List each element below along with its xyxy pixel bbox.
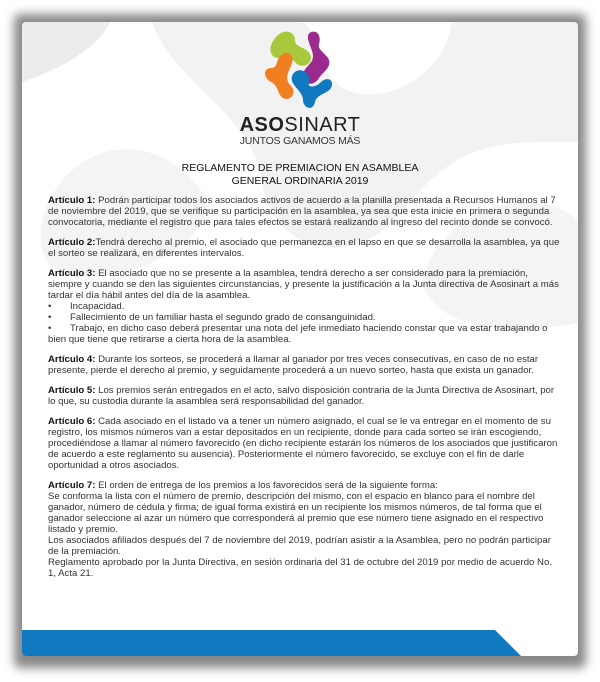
article-text (48, 237, 562, 259)
article-label: Artículo 4: (48, 354, 96, 365)
article-text (48, 385, 562, 407)
bullet-text: Incapacidad. (70, 301, 125, 312)
article-line: Se conforma la lista con el número de premio, descripción del mismo, con el espacio en blanco para el nombre del ganador, número de cédula y firma; de igual forma existirá en un recipiente los mismos números, de tal forma que el ganador seleccione al azar un número que corresponderá al premio que ese número tiene asignado en el respectivo listado y premio. (48, 491, 544, 535)
article-content: Durante los sorteos, se procederá a llamar al ganador por tres veces consecutivas, en caso de no estar presente, pierde el derecho al premio, y seguidamente procederá a un nuevo sorteo, hasta que exista un ganador. (48, 354, 539, 376)
bullet-item (48, 301, 562, 312)
article-text (48, 480, 562, 491)
brand-name-bold: ASO (239, 114, 285, 136)
article-label: Artículo 6: (48, 416, 96, 427)
bullet-item (48, 323, 562, 345)
document-title (22, 162, 578, 187)
footer-band (22, 630, 578, 656)
asosinart-logo (255, 28, 345, 114)
article-content: El orden de entrega de los premios a los favorecidos será de la siguiente forma: (95, 480, 438, 491)
article-1 (48, 195, 562, 228)
article-line: Reglamento aprobado por la Junta Directiva, en sesión ordinaria del 31 de octubre del 2019 por medio de acuerdo No. 1, Acta 21. (48, 557, 552, 579)
bullet-icon: • (48, 323, 52, 334)
title-line-1: REGLAMENTO DE PREMIACION EN ASAMBLEA (181, 162, 419, 174)
article-label: Artículo 2: (48, 237, 96, 248)
document-body (48, 195, 562, 588)
article-2 (48, 237, 562, 259)
brand-tagline: JUNTOS GANAMOS MÁS (239, 135, 361, 147)
article-3 (48, 268, 562, 345)
title-line-2: GENERAL ORDINARIA 2019 (231, 174, 369, 187)
article-text (48, 268, 562, 301)
article-content: Cada asociado en el listado va a tener un número asignado, el cual se le va entregar en el momento de su registro, los mismos números van a estar depositados en un recipiente, donde para cada sorteo se irán escogiendo, procediéndose a llamar al número favorecido (en dicho recipiente estarán los números de los asociados que justificaron de acuerdo a este reglamento su ausencia). Posteriormente el número favorecido, se excluye con el fin de darle oportunidad a otros asociados. (48, 416, 558, 471)
article-label: Artículo 3: (48, 268, 96, 279)
bullet-text: Trabajo, en dicho caso deberá presentar una nota del jefe inmediato haciendo constar que va estar trabajando o bien que tiene que retirarse a cierta hora de la asamblea. (48, 323, 548, 345)
article-label: Artículo 5: (48, 385, 96, 396)
article-content: Tendrá derecho al premio, el asociado que permanezca en el lapso en que se desarrolla la asamblea, ya que el sorteo se realizará, en diferentes intervalos. (48, 237, 560, 259)
article-label: Artículo 7: (48, 480, 96, 491)
article-line: Los asociados afiliados después del 7 de noviembre del 2019, podrían asistir a la Asamblea, pero no podrán participar de la premiación. (48, 535, 551, 557)
brand-name-rest: SINART (284, 114, 361, 136)
article-label: Artículo 1: (48, 195, 96, 206)
brand-name (22, 114, 578, 137)
article-content: El asociado que no se presente a la asamblea, tendrá derecho a ser considerado para la premiación, siempre y cuando se den las siguientes circunstancias, y presente la justificación a la Junta directiva de Asosinart a más tardar el día hábil antes del día de la asamblea. (48, 268, 559, 301)
bullet-item (48, 312, 562, 323)
bullet-text: Fallecimiento de un familiar hasta el segundo grado de consanguinidad. (70, 312, 376, 323)
article-text (48, 354, 562, 376)
article-7 (48, 480, 562, 579)
article-text (48, 195, 562, 228)
article-6 (48, 416, 562, 471)
bullet-icon: • (48, 301, 52, 312)
article-content: Los premios serán entregados en el acto, salvo disposición contraria de la Junta Directiva de Asosinart, por lo que, su custodia durante la asamblea será responsabilidad del ganador. (48, 385, 555, 407)
article-text (48, 416, 562, 471)
article-4 (48, 354, 562, 376)
article-content: Podrán participar todos los asociados activos de acuerdo a la planilla presentada a Recursos Humanos al 7 de noviembre del 2019, que se verifique su participación en la asamblea, ya sea que esta inicie en primera o segunda convocatoria, mediante el registro que para tales efectos se estará realizando al ingreso del recinto donde se convocó. (48, 195, 556, 228)
bullet-icon: • (48, 312, 52, 323)
article-5 (48, 385, 562, 407)
document-page (22, 22, 578, 656)
